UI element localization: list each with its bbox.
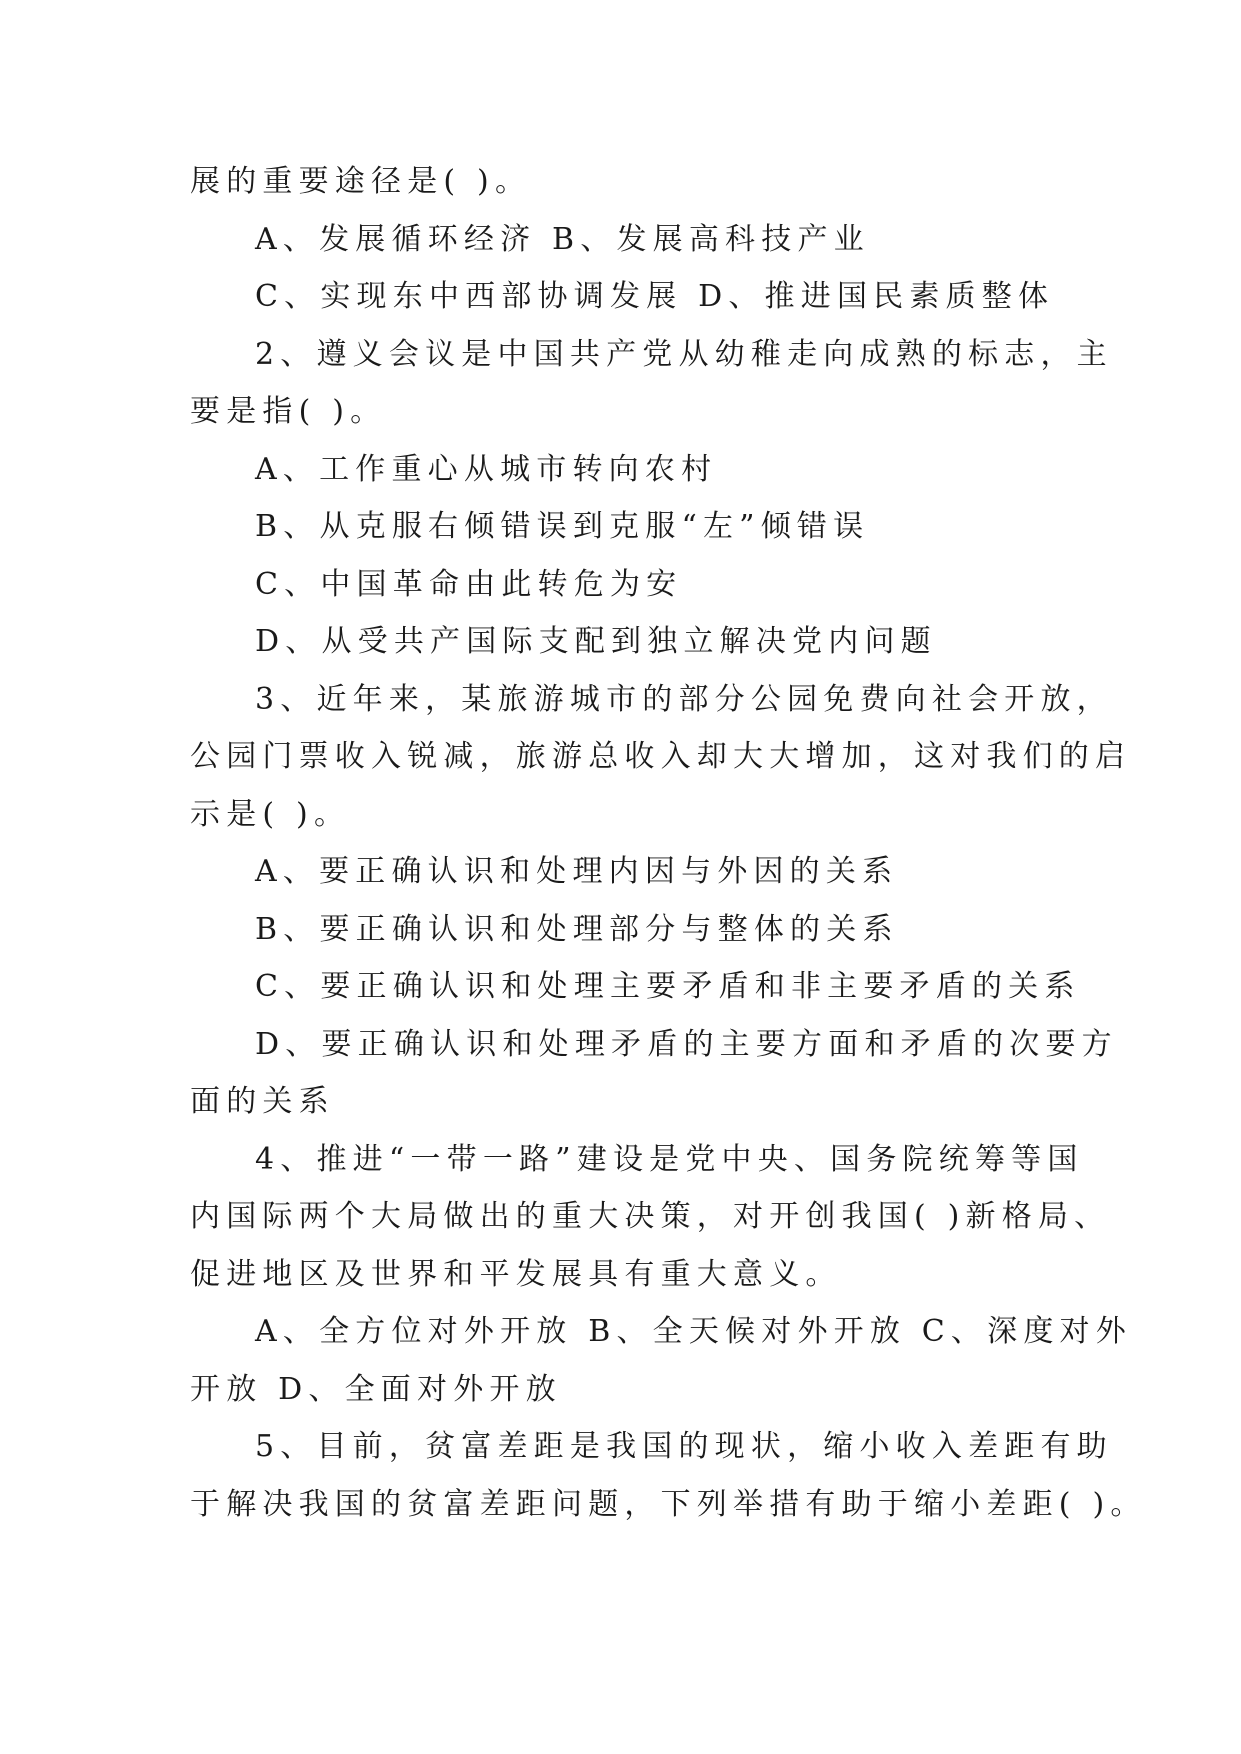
question-1-options-ab: A、发展循环经济 B、发展高科技产业 (255, 222, 870, 257)
question-2-option-d: D、从受共产国际支配到独立解决党内问题 (255, 624, 937, 659)
question-5-stem-end: 于解决我国的贫富差距问题，下列举措有助于缩小差距( )。 (190, 1487, 1147, 1522)
question-4-stem: 4、推进“一带一路”建设是党中央、国务院统筹等国 (255, 1142, 1084, 1177)
question-2-option-c: C、中国革命由此转危为安 (255, 567, 683, 602)
question-3-option-d: D、要正确认识和处理矛盾的主要方面和矛盾的次要方 (255, 1027, 1118, 1062)
question-5-stem: 5、目前，贫富差距是我国的现状，缩小收入差距有助 (255, 1429, 1113, 1464)
question-3-option-b: B、要正确认识和处理部分与整体的关系 (255, 912, 899, 947)
question-4-options-end: 开放 D、全面对外开放 (190, 1372, 562, 1407)
question-1-options-cd: C、实现东中西部协调发展 D、推进国民素质整体 (255, 279, 1055, 314)
question-1-stem-end: 展的重要途径是( )。 (190, 164, 532, 199)
question-3-stem: 3、近年来，某旅游城市的部分公园免费向社会开放， (255, 682, 1113, 717)
question-3-stem-end: 示是( )。 (190, 797, 351, 832)
question-3-stem-line-2: 公园门票收入锐减，旅游总收入却大大增加，这对我们的启 (190, 739, 1132, 774)
question-2-stem-end: 要是指( )。 (190, 394, 387, 429)
question-3-option-d-end: 面的关系 (190, 1084, 335, 1119)
question-4-options: A、全方位对外开放 B、全天候对外开放 C、深度对外 (255, 1314, 1132, 1349)
question-4-stem-end: 促进地区及世界和平发展具有重大意义。 (190, 1257, 842, 1292)
question-2-option-a: A、工作重心从城市转向农村 (255, 452, 718, 487)
question-4-stem-line-2: 内国际两个大局做出的重大决策，对开创我国( )新格局、 (190, 1199, 1111, 1234)
question-2-stem: 2、遵义会议是中国共产党从幼稚走向成熟的标志，主 (255, 337, 1113, 372)
question-2-option-b: B、从克服右倾错误到克服“左”倾错误 (255, 509, 870, 544)
question-3-option-a: A、要正确认识和处理内因与外因的关系 (255, 854, 899, 889)
question-3-option-c: C、要正确认识和处理主要矛盾和非主要矛盾的关系 (255, 969, 1081, 1004)
